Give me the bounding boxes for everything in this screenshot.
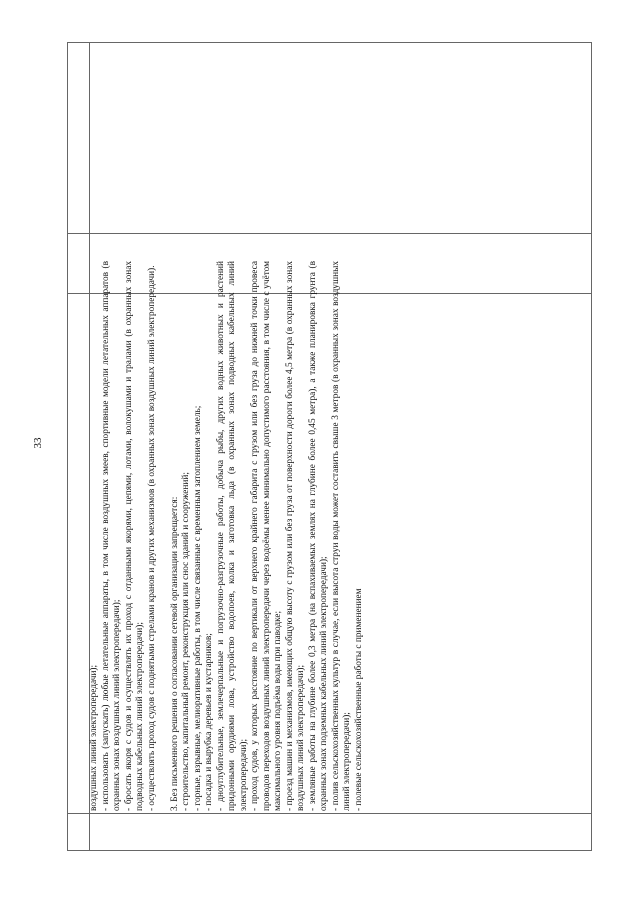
page-number: 33 xyxy=(32,437,44,449)
paragraph-gap xyxy=(158,261,170,811)
cell-text-line: - полевые сельскохозяйственные работы с применением xyxy=(353,588,364,811)
cell-text-line: воздушных линий электропередачи); xyxy=(89,664,99,811)
cell-text-line: - полив сельскохозяйственных культур в случае, если высота струи воды может составить свыше 3 метров (в охранных зонах воздушных линий электропередачи); xyxy=(330,261,352,811)
cell-text-line: - посадка и вырубка деревьев и кустарников; xyxy=(204,633,214,811)
cell-text-line: - проезд машин и механизмов, имеющих общую высоту с грузом или без груза от поверхности дороги более 4,5 метра (в охранных зонах воздушных линий электропередачи); xyxy=(284,261,306,811)
table-row-divider xyxy=(68,233,591,234)
table-row-divider xyxy=(68,813,591,814)
cell-text xyxy=(89,261,365,811)
cell-text-line: - строительство, капитальный ремонт, реконструкция или снос зданий и сооружений; xyxy=(181,472,191,811)
cell-text-line: - горные, взрывные, мелиоративные работы, в том числе связанные с временным затоплением земель; xyxy=(192,405,203,811)
cell-text-line: - дноуглубительные, землечерпальные и погрузочно-разгрузочные работы, добыча рыбы, других водных животных и растений придонными орудиями лова, устройство водопоев, колка и заготовка льда (в охранных зонах подводных кабельных линий электропередачи); xyxy=(215,261,249,811)
cell-text-line: - осуществлять проход судов с поднятыми стрелами кранов и других механизмов (в охранных зонах воздушных линий электропередачи). xyxy=(146,265,157,811)
cell-text-line: - проход судов, у которых расстояние по вертикали от верхнего крайнего габарита с грузом или без груза до нижней точки провеса проводов переходов воздушных линий электропередачи через водоёмы менее минимально допустимого расстояния, в том числе с учётом максимального уровня подъёма воды при паводке; xyxy=(250,261,283,811)
cell-text-line: - использовать (запускать) любые летательные аппараты, в том числе воздушных змеев, спортивные модели летательных аппаратов (в охранных зонах воздушных линий электропередачи); xyxy=(100,261,122,811)
cell-text-line: 3. Без письменного решения о согласовании сетевой организации запрещается: xyxy=(169,496,180,811)
cell-text-line: - земляные работы на глубине более 0,3 метра (на вспахиваемых землях на глубине более 0,45 метра), а также планировка грунта (в охранных зонах подземных кабельных линий электропередачи); xyxy=(307,261,329,811)
cell-text-line: - бросать якоря с судов и осуществлять их проход с отданными якорями, цепями, лотами, волокушами и тралами (в охранных зонах подводных кабельных линий электропередачи); xyxy=(123,261,145,811)
